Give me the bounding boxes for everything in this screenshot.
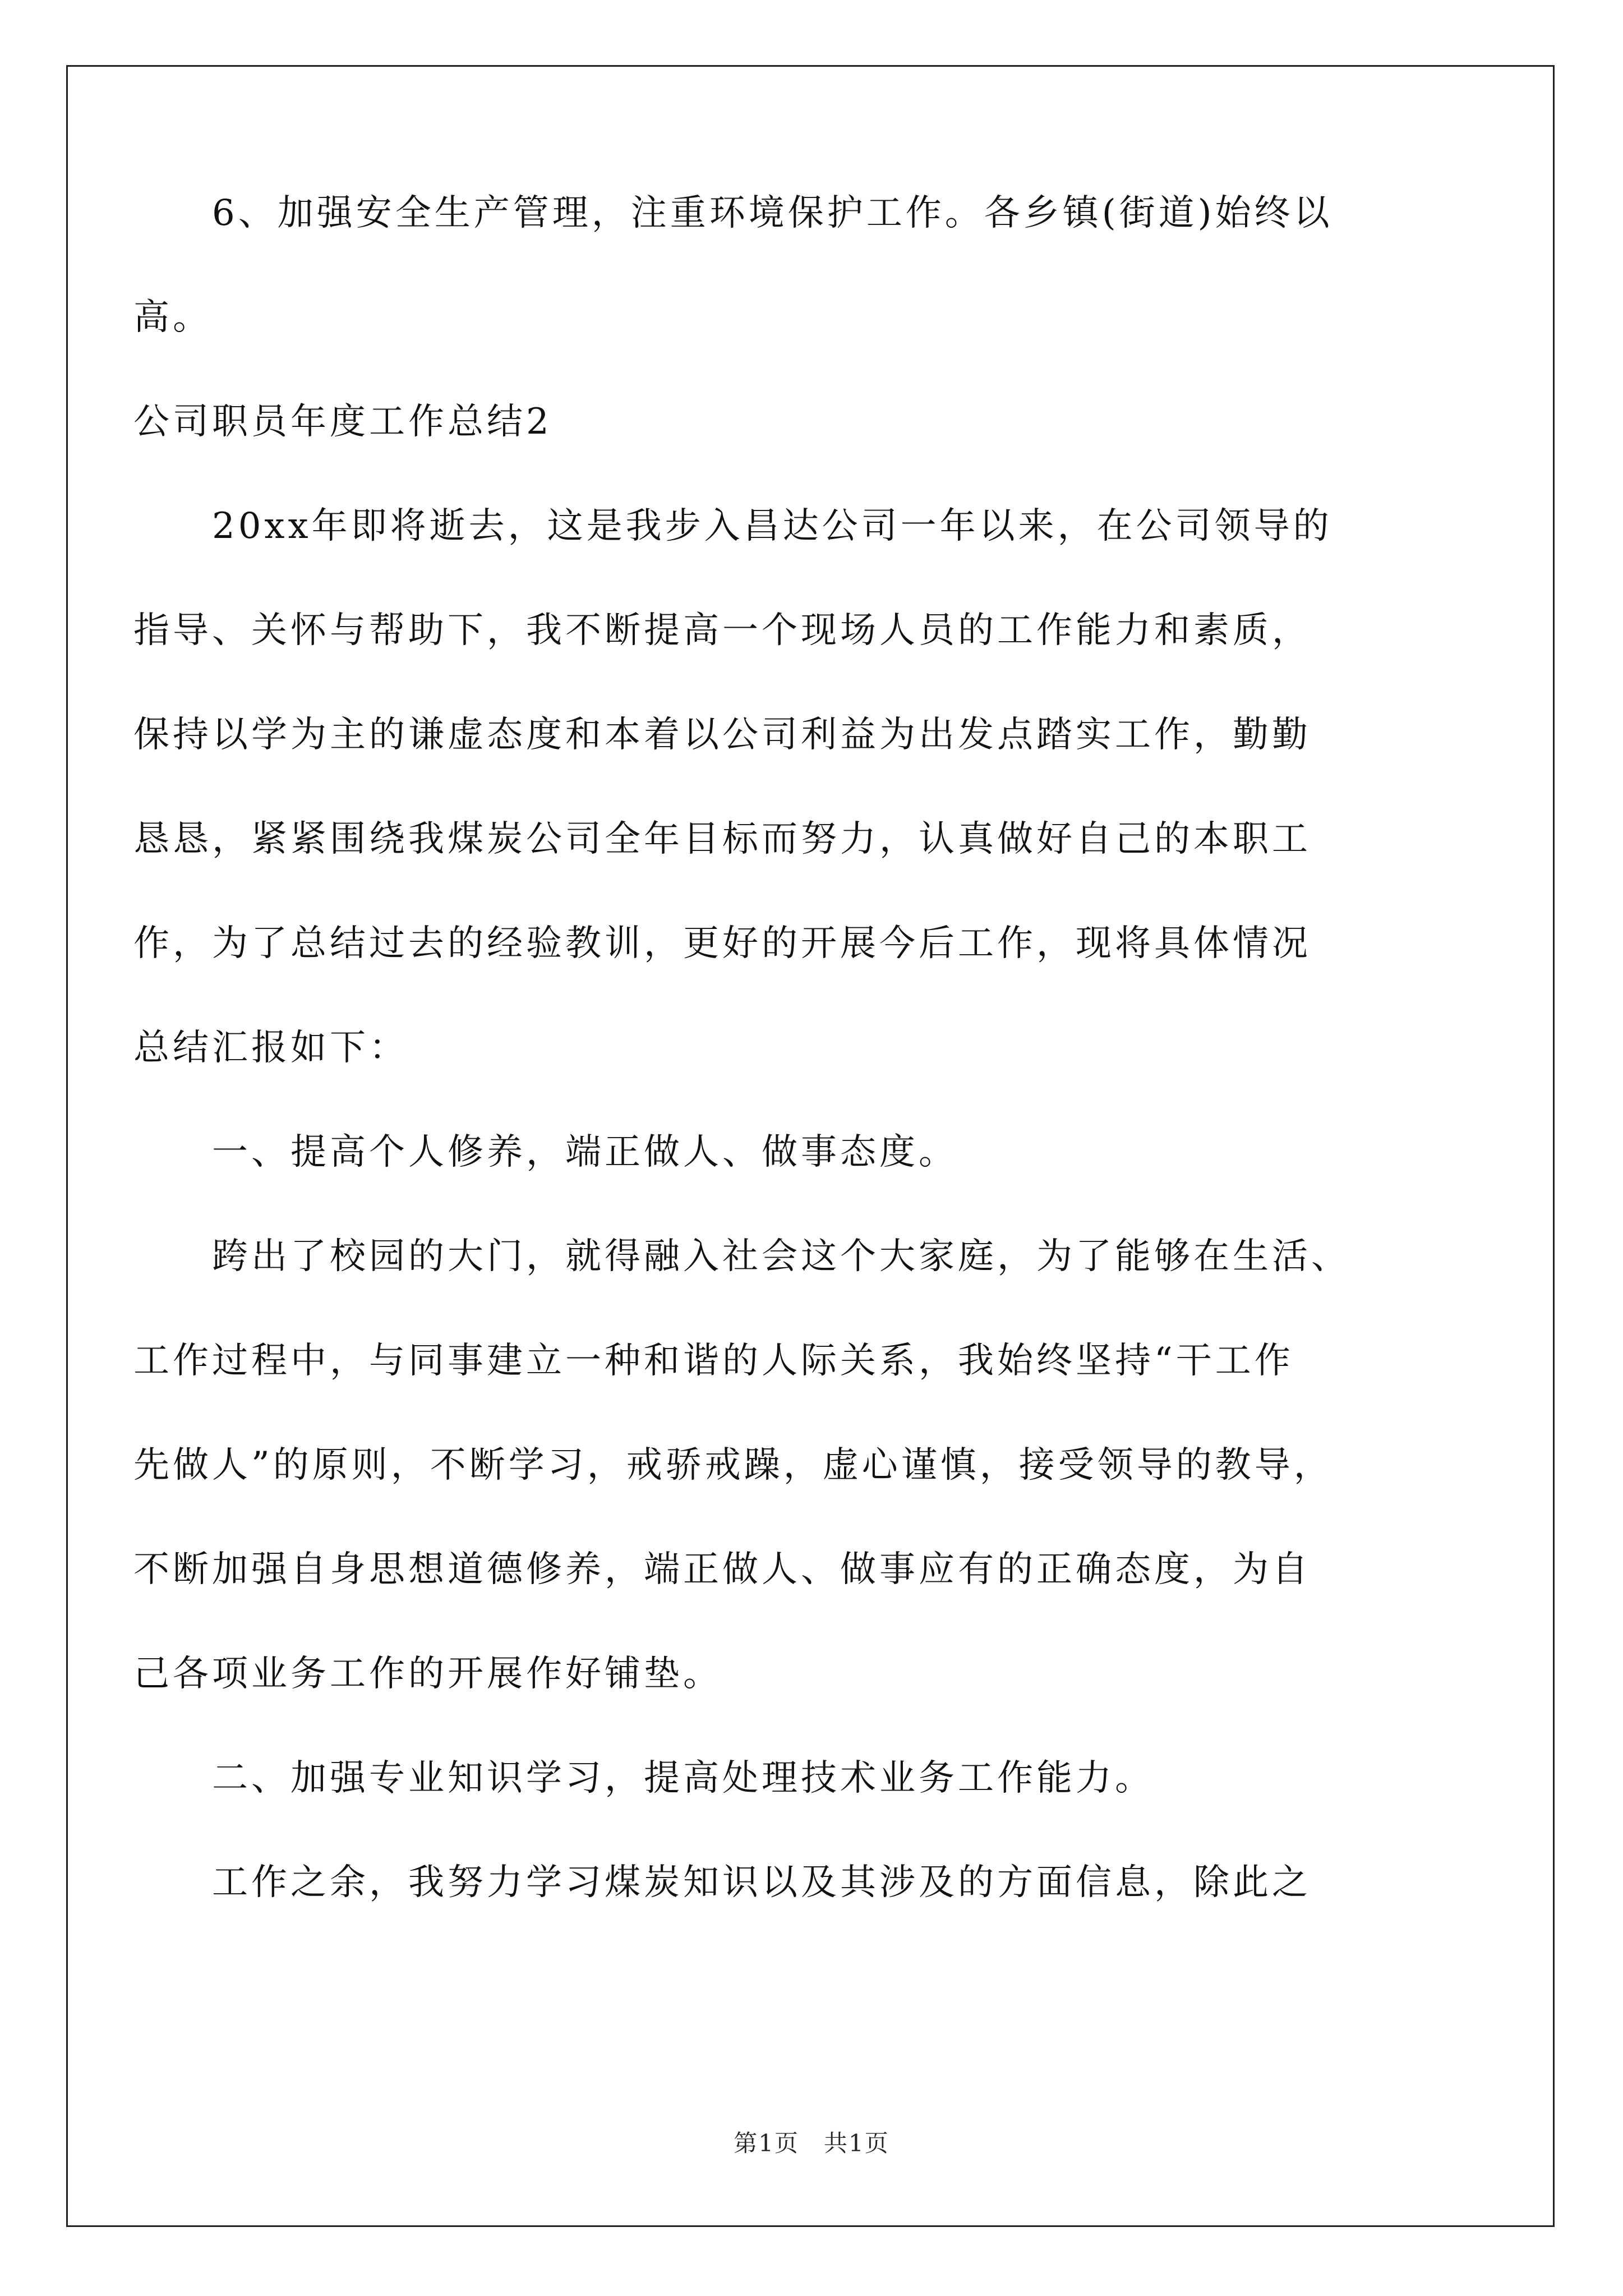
paragraph-line: 恳恳，紧紧围绕我煤炭公司全年目标而努力，认真做好自己的本职工 bbox=[133, 818, 1311, 860]
paragraph-line: 先做人”的原则，不断学习，戒骄戒躁，虚心谨慎，接受领导的教导， bbox=[133, 1444, 1333, 1486]
section-title: 公司职员年度工作总结2 bbox=[133, 401, 552, 443]
subheading: 二、加强专业知识学习，提高处理技术业务工作能力。 bbox=[133, 1757, 1154, 1799]
paragraph-line: 总结汇报如下： bbox=[133, 1027, 408, 1069]
paragraph-line: 高。 bbox=[133, 297, 212, 338]
paragraph-line: 指导、关怀与帮助下，我不断提高一个现场人员的工作能力和素质， bbox=[133, 610, 1311, 651]
page-footer: 第1页 共1页 bbox=[734, 2129, 889, 2157]
paragraph-line: 己各项业务工作的开展作好铺垫。 bbox=[133, 1653, 722, 1695]
paragraph-line: 工作过程中，与同事建立一种和谐的人际关系，我始终坚持“干工作 bbox=[133, 1340, 1294, 1382]
subheading: 一、提高个人修养，端正做人、做事态度。 bbox=[133, 1131, 958, 1173]
paragraph-line: 作，为了总结过去的经验教训，更好的开展今后工作，现将具体情况 bbox=[133, 923, 1311, 964]
paragraph-line: 6、加强安全生产管理，注重环境保护工作。各乡镇(街道)始终以 bbox=[133, 192, 1333, 234]
paragraph-line: 20xx年即将逝去，这是我步入昌达公司一年以来，在公司领导的 bbox=[133, 505, 1332, 547]
paragraph-line: 保持以学为主的谦虚态度和本着以公司利益为出发点踏实工作，勤勤 bbox=[133, 714, 1311, 756]
paragraph-line: 工作之余，我努力学习煤炭知识以及其涉及的方面信息，除此之 bbox=[133, 1862, 1311, 1903]
paragraph-line: 不断加强自身思想道德修养，端正做人、做事应有的正确态度，为自 bbox=[133, 1549, 1311, 1590]
paragraph-line: 跨出了校园的大门，就得融入社会这个大家庭，为了能够在生活、 bbox=[133, 1236, 1350, 1277]
